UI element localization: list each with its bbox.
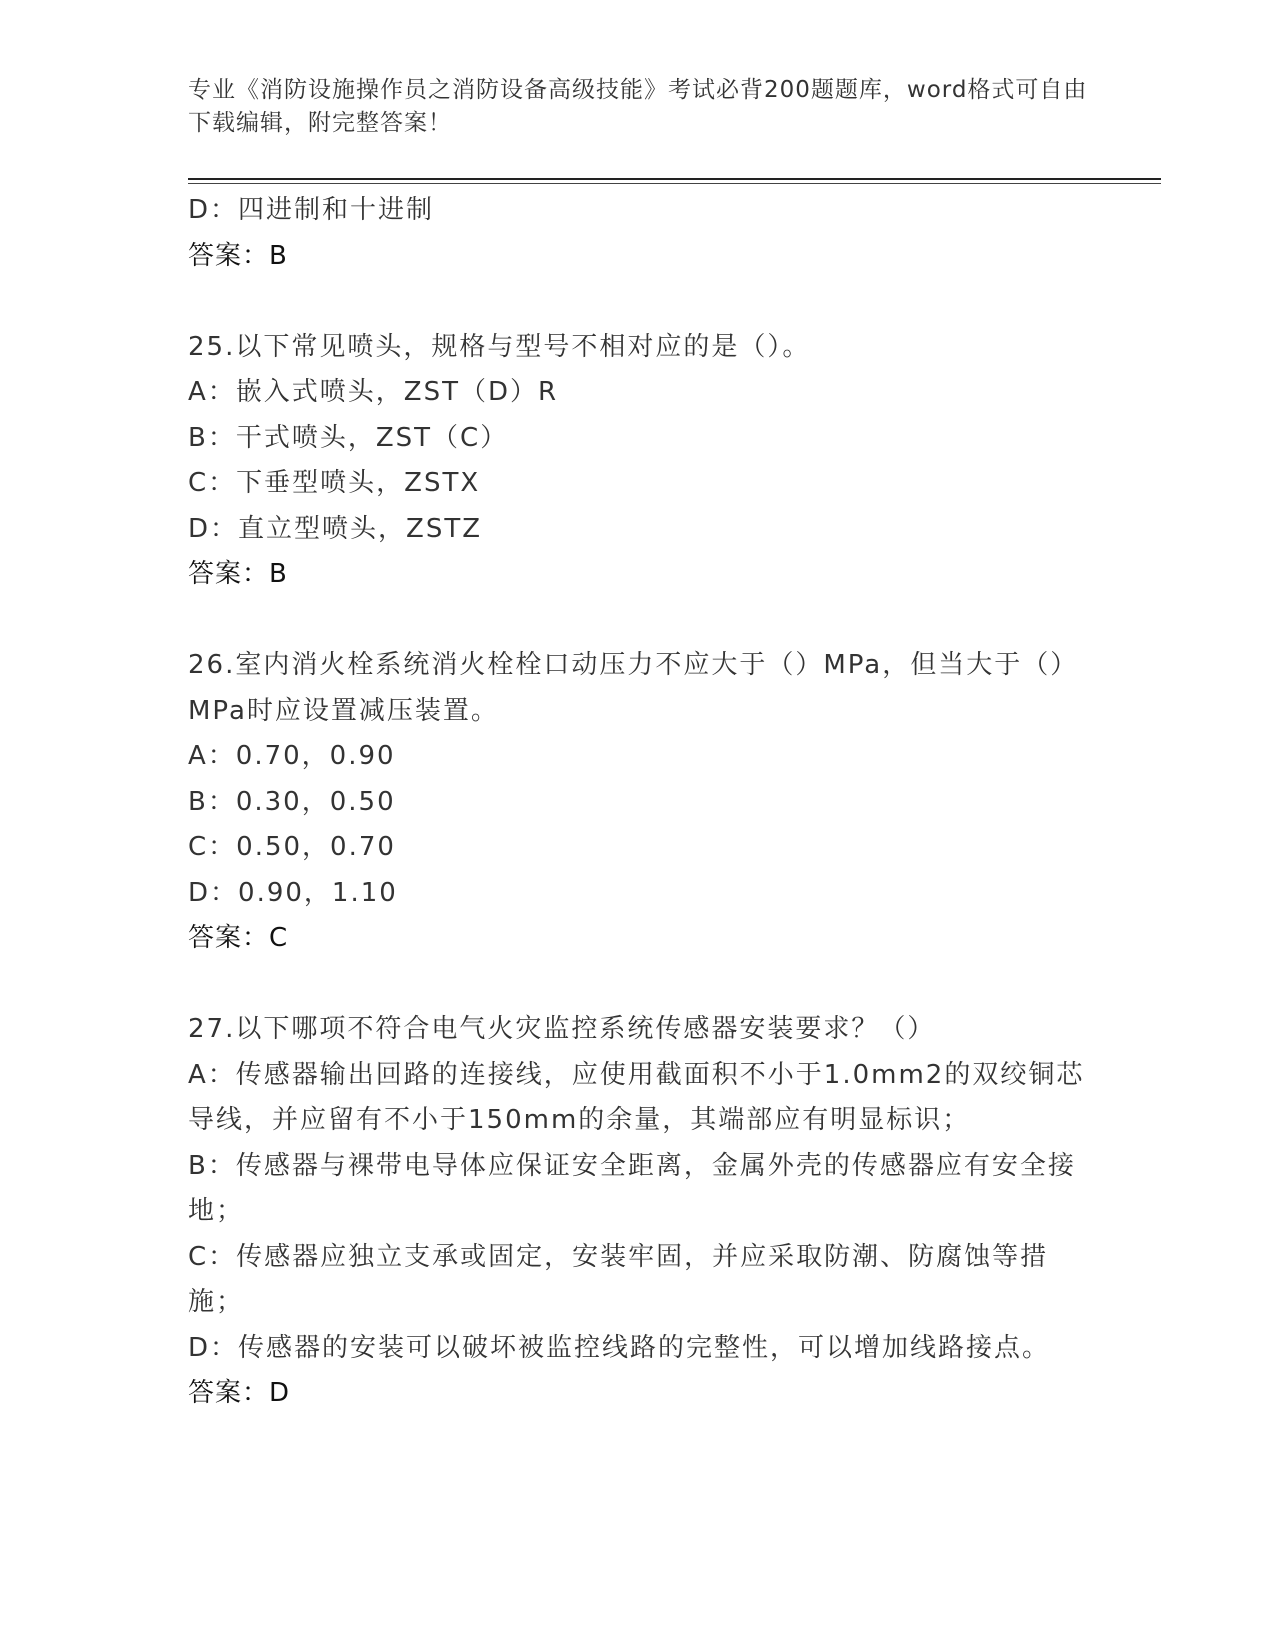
header-rule-thin xyxy=(188,183,1161,184)
header-rule-thick xyxy=(188,178,1161,180)
option-a: A：传感器输出回路的连接线，应使用截面积不小于1.0mm2的双绞铜芯导线，并应留有不小于150mm的余量，其端部应有明显标识； xyxy=(188,1059,1085,1135)
option-c: C：传感器应独立支承或固定，安装牢固，并应采取防潮、防腐蚀等措施； xyxy=(188,1241,1049,1317)
option-d: D：传感器的安装可以破坏被监控线路的完整性，可以增加线路接点。 xyxy=(188,1332,1051,1363)
option-c: C：0.50，0.70 xyxy=(188,832,396,862)
option-d: D：直立型喷头，ZSTZ xyxy=(188,513,483,544)
option-a: A：0.70，0.90 xyxy=(188,741,396,771)
option-d: D：0.90，1.10 xyxy=(188,877,398,908)
question-stem: 27.以下哪项不符合电气火灾监控系统传感器安装要求？（） xyxy=(188,1014,936,1044)
answer: 答案：B xyxy=(188,559,288,589)
document-body xyxy=(188,188,1088,1417)
spacer xyxy=(188,962,1088,1008)
option-b: B：0.30，0.50 xyxy=(188,786,396,817)
document-header: 专业《消防设施操作员之消防设备高级技能》考试必背200题题库，word格式可自由下载编辑，附完整答案！ xyxy=(188,77,1088,136)
spacer xyxy=(188,279,1088,325)
question-27 xyxy=(188,1007,1088,1417)
question-stem: 25.以下常见喷头，规格与型号不相对应的是（）。 xyxy=(188,331,811,362)
question-25 xyxy=(188,325,1088,598)
option-c: C：下垂型喷头，ZSTX xyxy=(188,468,481,498)
carryover-answer: 答案：B xyxy=(188,240,288,271)
answer: 答案：C xyxy=(188,923,289,953)
spacer xyxy=(188,598,1088,644)
option-a: A：嵌入式喷头，ZST（D）R xyxy=(188,377,559,407)
carryover-option-d: D：四进制和十进制 xyxy=(188,195,435,225)
answer: 答案：D xyxy=(188,1378,291,1408)
question-stem: 26.室内消火栓系统消火栓栓口动压力不应大于（）MPa，但当大于（）MPa时应设置减压装置。 xyxy=(188,650,1079,726)
question-26 xyxy=(188,643,1088,962)
option-b: B：干式喷头，ZST（C） xyxy=(188,422,509,453)
option-b: B：传感器与裸带电导体应保证安全距离，金属外壳的传感器应有安全接地； xyxy=(188,1150,1076,1226)
